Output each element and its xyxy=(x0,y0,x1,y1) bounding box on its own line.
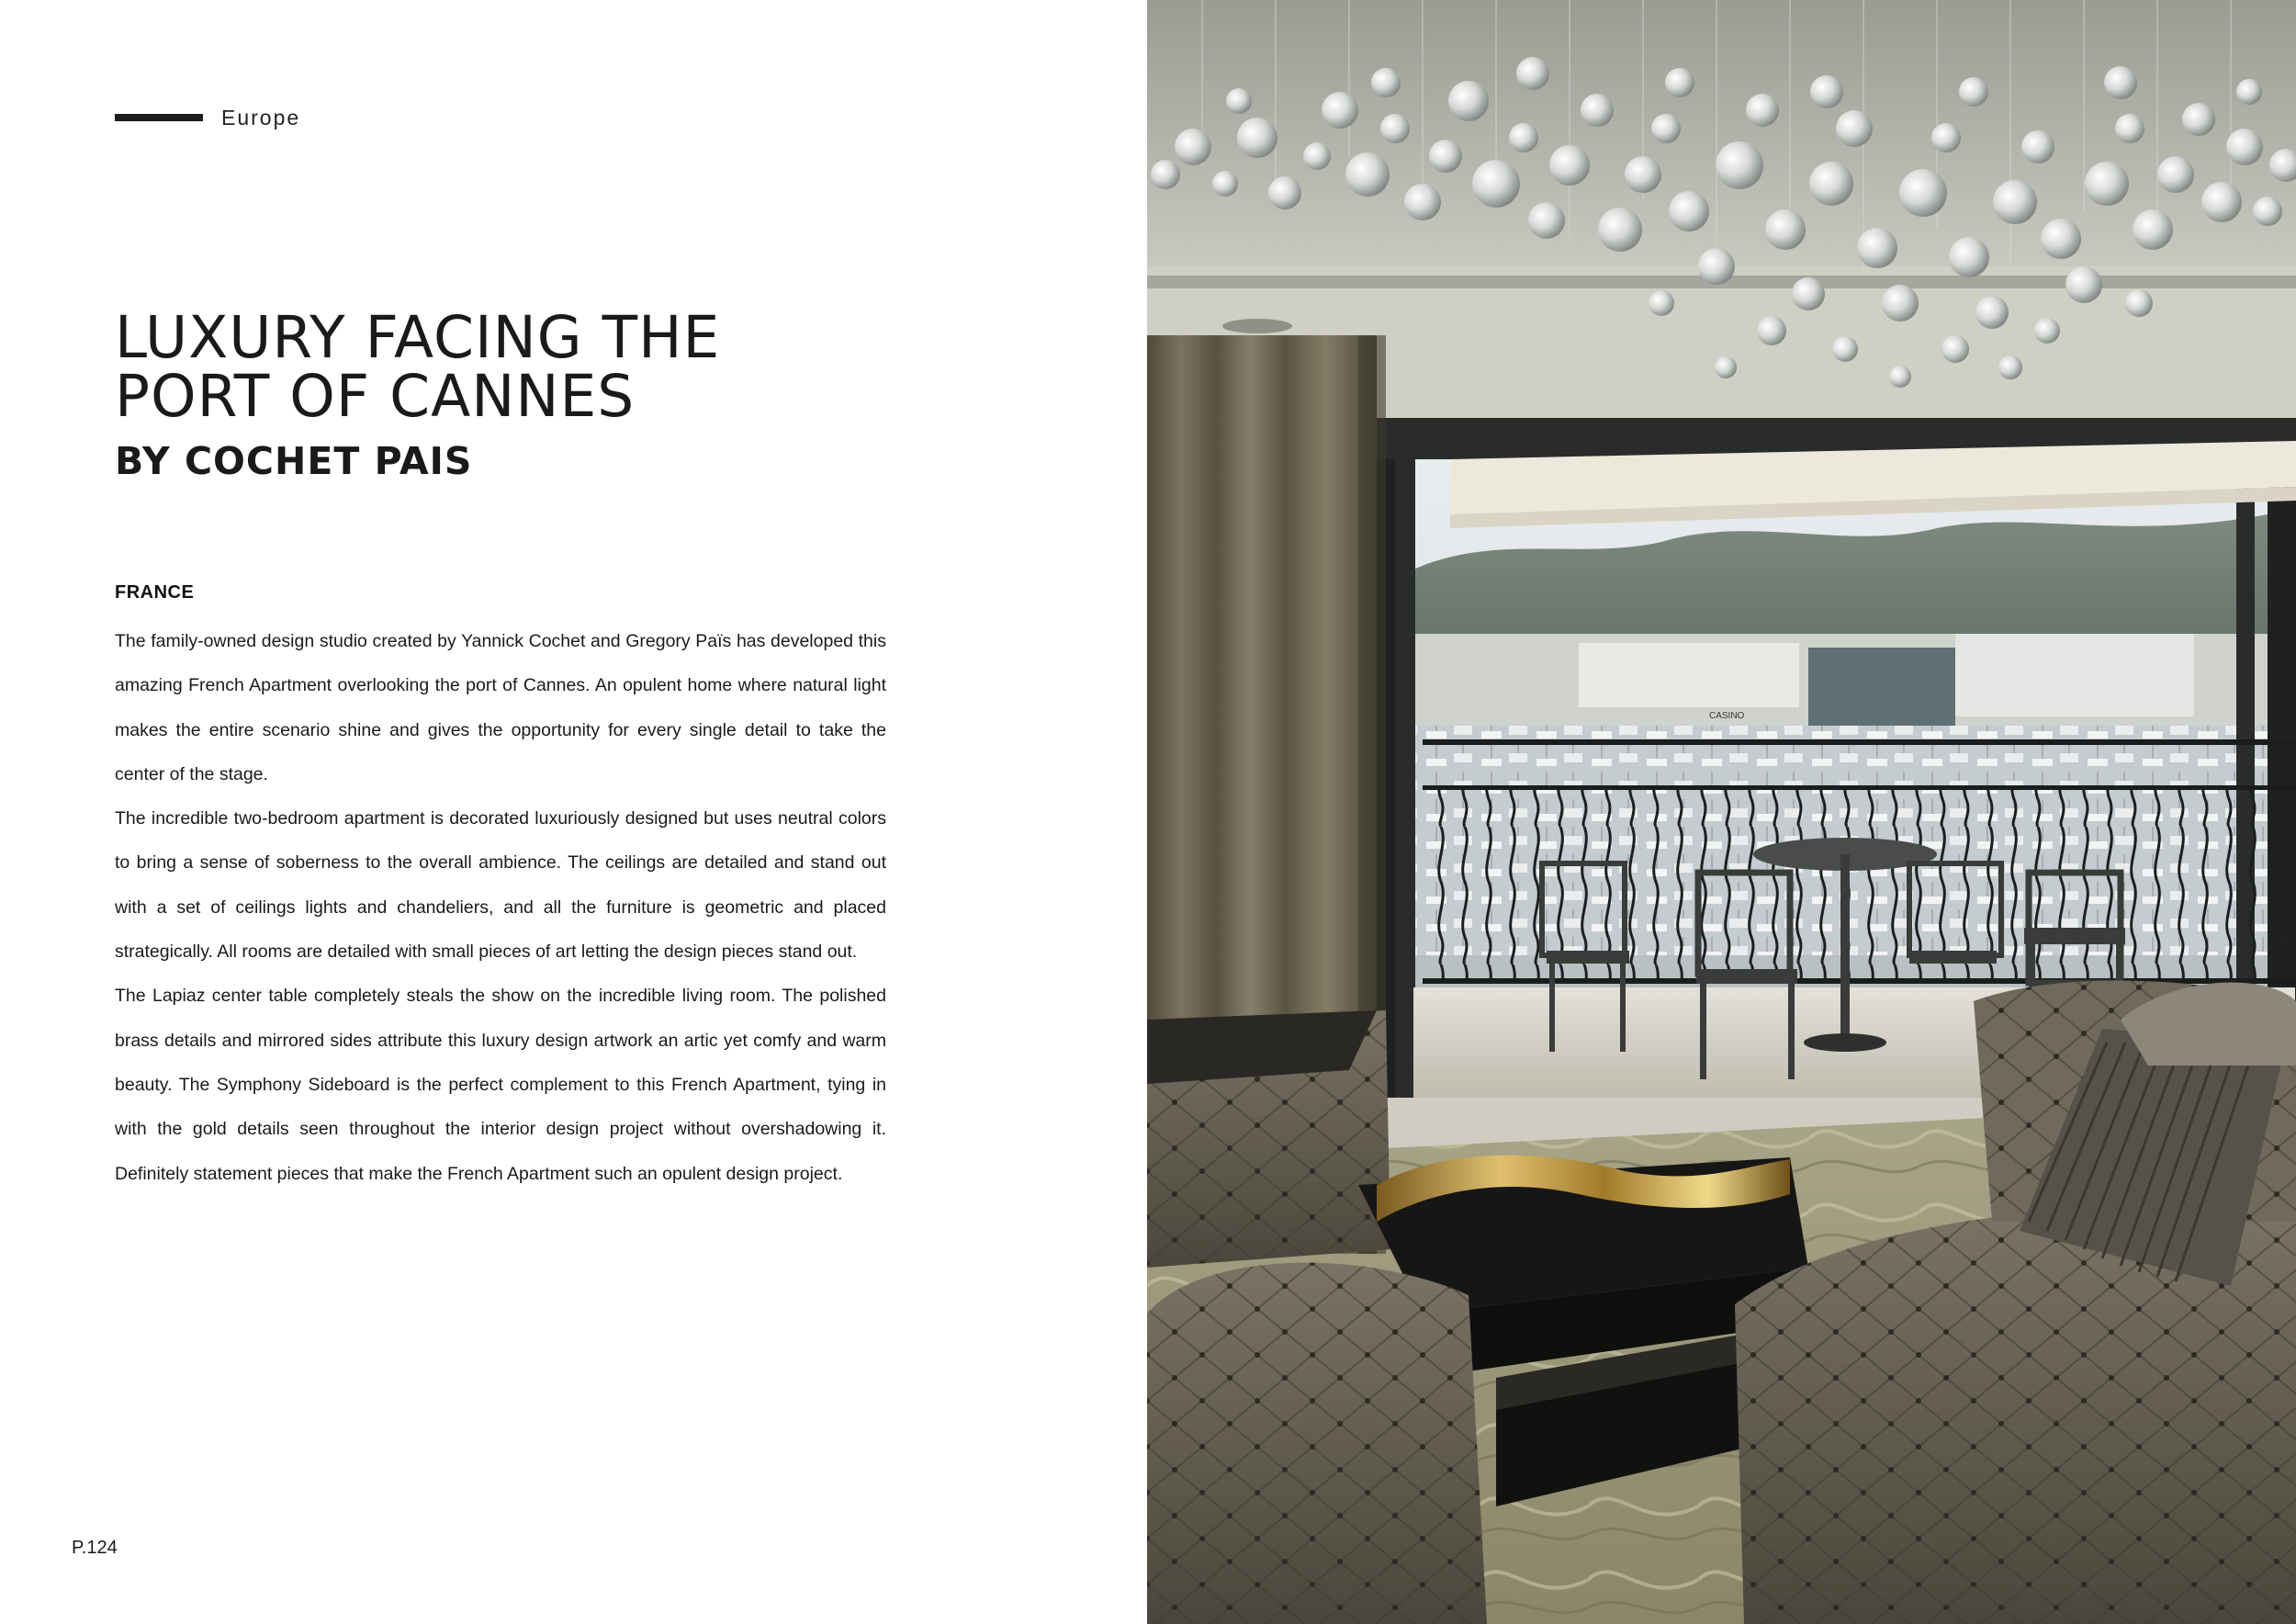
article-body xyxy=(115,575,886,1196)
section-label: Europe xyxy=(221,105,301,130)
country-heading: FRANCE xyxy=(115,582,195,603)
left-page xyxy=(0,0,1147,1624)
article-subtitle: BY COCHET PAIS xyxy=(115,439,473,483)
article-title-line-1: LUXURY FACING THE xyxy=(115,304,721,371)
article-paragraph-2: The incredible two-bedroom apartment is decorated luxuriously designed but uses neutral colors to bring a sense of soberness to the overall ambience. The ceilings are detailed and stand out with a set of ceilings lights and chandeliers, and all the furniture is geometric and placed strategically. All rooms are detailed with small pieces of art letting the design pieces stand out. xyxy=(115,808,886,963)
interior-photo xyxy=(1147,0,2296,1624)
casino-sign: CASINO xyxy=(1709,711,1745,721)
article-title-line-2: PORT OF CANNES xyxy=(115,363,636,430)
page-number: P.124 xyxy=(72,1538,118,1558)
article-paragraph-3: The Lapiaz center table completely steals the show on the incredible living room. The polished brass details and mirrored sides attribute this luxury design artwork an artic yet comfy and warm beauty. The Symphony Sideboard is the perfect complement to this French Apartment, tying in with the gold details seen throughout the interior design project without overshadowing it. Definitely statement pieces that make the French Apartment such an opulent design project. xyxy=(115,986,886,1184)
section-bar xyxy=(115,114,203,121)
section-marker xyxy=(115,103,300,132)
article-paragraph-1: The family-owned design studio created by Yannick Cochet and Gregory Païs has developed this amazing French Apartment overlooking the port of Cannes. An opulent home where natural light makes the entire scenario shine and gives the opportunity for every single detail to take the center of the stage. xyxy=(115,631,886,784)
title-block xyxy=(115,304,941,483)
